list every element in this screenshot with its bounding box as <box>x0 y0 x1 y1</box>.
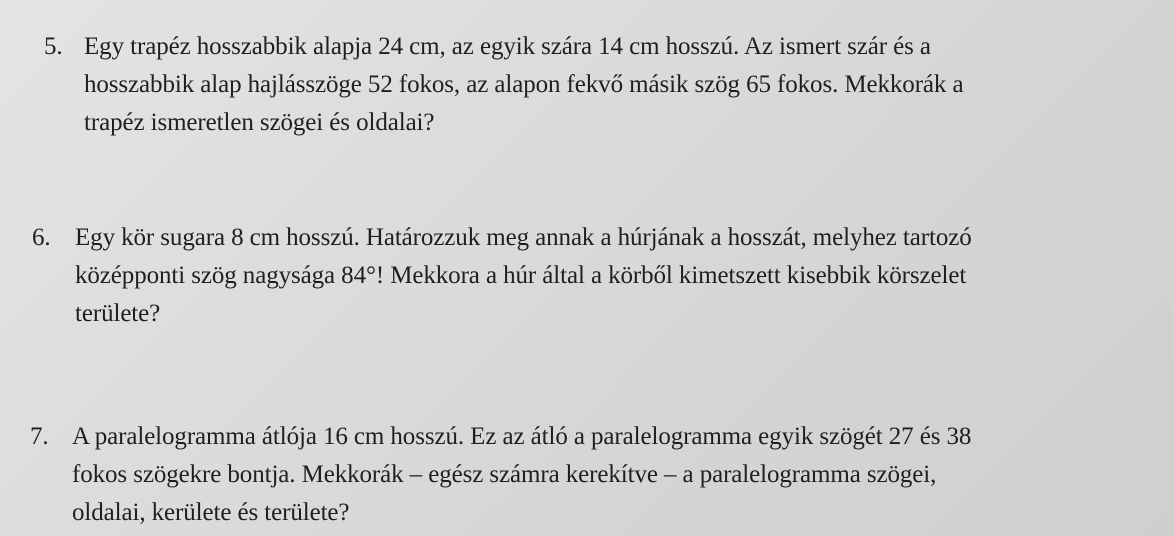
problem-text <box>72 418 971 532</box>
problem-line: fokos szögekre bontja. Mekkorák – egész számra kerekítve – a paralelogramma szögei, <box>72 461 937 488</box>
problem-line: Egy trapéz hosszabbik alapja 24 cm, az egyik szára 14 cm hosszú. Az ismert szár és a <box>84 33 931 60</box>
problem-6 <box>32 219 972 333</box>
problem-5 <box>44 28 963 142</box>
problem-line: hosszabbik alap hajlásszöge 52 fokos, az alapon fekvő másik szög 65 fokos. Mekkorák a <box>84 71 964 98</box>
problem-text <box>75 219 972 333</box>
problem-number: 7. <box>30 423 49 450</box>
problem-number: 6. <box>32 224 51 251</box>
problem-line: oldalai, kerülete és területe? <box>72 499 350 526</box>
problem-line: A paralelogramma átlója 16 cm hosszú. Ez az átló a paralelogramma egyik szögét 27 és 38 <box>72 423 972 450</box>
problem-line: területe? <box>75 300 161 327</box>
problem-line: középponti szög nagysága 84°! Mekkora a húr által a körből kimetszett kisebbik körszelet <box>75 262 967 289</box>
problem-number: 5. <box>44 33 63 60</box>
problem-text <box>84 28 963 142</box>
problem-7 <box>30 418 971 532</box>
problem-line: trapéz ismeretlen szögei és oldalai? <box>84 109 435 136</box>
problem-line: Egy kör sugara 8 cm hosszú. Határozzuk meg annak a húrjának a hosszát, melyhez tartozó <box>75 224 972 251</box>
